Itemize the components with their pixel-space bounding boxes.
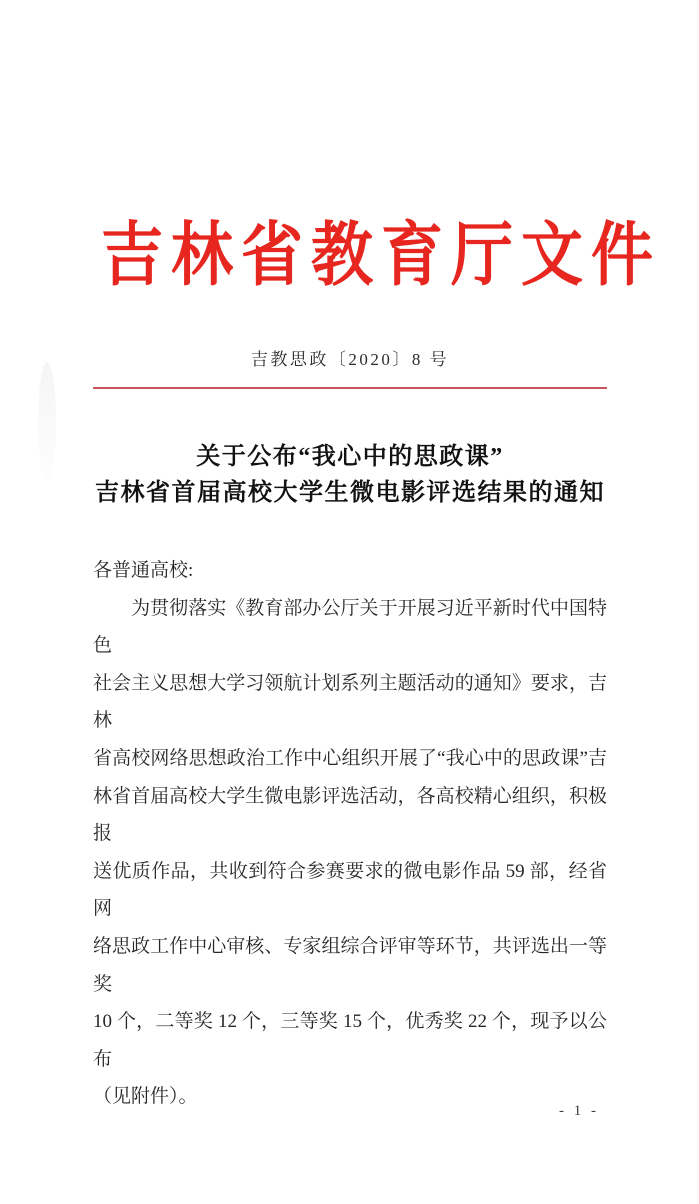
letterhead-title: 吉林省教育厅文件 (101, 217, 662, 295)
body-line: 送优质作品，共收到符合参赛要求的微电影作品 59 部，经省网 (93, 860, 607, 920)
body-line: 省高校网络思想政治工作中心组织开展了“我心中的思政课”吉 (93, 747, 607, 769)
document-body (93, 552, 607, 1116)
body-salutation: 各普通高校: (93, 560, 194, 581)
body-line: 林省首届高校大学生微电影评选活动，各高校精心组织，积极报 (93, 785, 607, 845)
body-line: （见附件）。 (93, 1086, 198, 1108)
scan-artifact (38, 362, 56, 482)
body-line: 10 个，二等奖 12 个，三等奖 15 个，优秀奖 22 个，现予以公布 (93, 1011, 607, 1070)
document-number: 吉教思政〔2020〕8 号 (250, 350, 450, 369)
document-title-line-2: 吉林省首届高校大学生微电影评选结果的通知 (95, 480, 605, 506)
red-separator-rule (93, 387, 607, 389)
body-line: 络思政工作中心审核、专家组综合评审等环节，共评选出一等奖 (93, 935, 607, 995)
document-page (0, 212, 699, 1204)
document-title-line-1: 关于公布“我心中的思政课” (196, 444, 504, 470)
page-number: - 1 - (559, 1103, 599, 1119)
document-title (93, 439, 607, 511)
body-line: 社会主义思想大学习领航计划系列主题活动的通知》要求，吉林 (93, 672, 607, 732)
body-line: 为贯彻落实《教育部办公厅关于开展习近平新时代中国特色 (93, 597, 607, 657)
